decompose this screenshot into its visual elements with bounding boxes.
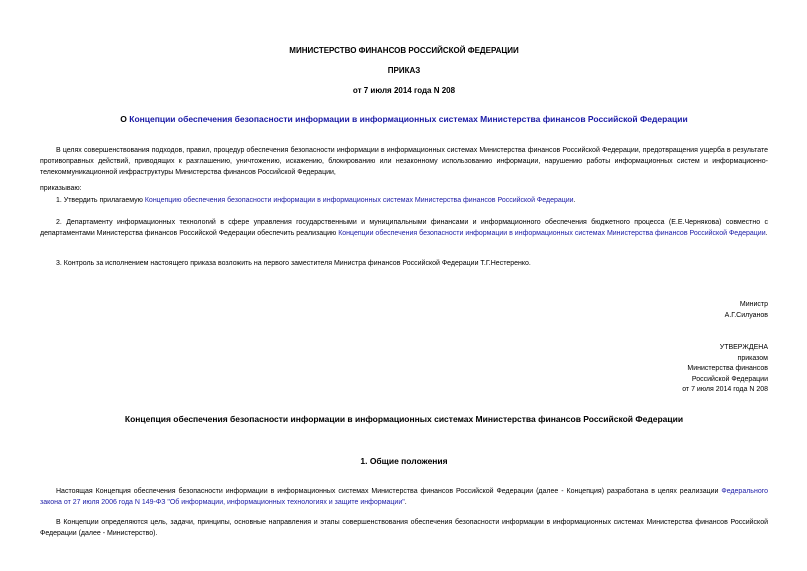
preamble-paragraph: В целях совершенствования подходов, правил, процедур обеспечения безопасности информации в информационных системах Министерства финансов Российской Федерации, предотвращения ущерба в результате противоправных действий, приводящих к разглашению, уничтожению, искажению, блокированию или незаконному использованию информации, нарушению работы информационных систем и информационно-телекоммуникационной инфраструктуры Министерства финансов Российской Федерации,	[40, 147, 768, 176]
order-item-1-after: .	[573, 197, 576, 204]
approval-line-2: приказом	[737, 354, 768, 362]
order-item-2-link[interactable]: Концепции обеспечения безопасности информации в информационных системах Министерства финансов Российской Федерации	[338, 230, 766, 237]
order-item-1-link[interactable]: Концепцию обеспечения безопасности информации в информационных системах Министерства финансов Российской Федерации	[144, 197, 574, 204]
order-item-3-text: 3. Контроль за исполнением настоящего приказа возложить на первого заместителя Министра финансов Российской Федерации Т.Г.Нестеренко.	[56, 260, 531, 267]
section-1-p1-text: Настоящая Концепция обеспечения безопасности информации в информационных системах Министерства финансов Российской Федерации (далее - Концепция) разработана в целях реализации	[56, 488, 722, 495]
doc-type-heading: ПРИКАЗ	[387, 66, 421, 75]
order-title-prefix: О	[120, 114, 130, 124]
approval-block	[682, 343, 768, 396]
approval-line-4: Российской Федерации	[691, 375, 768, 383]
order-item-1	[40, 195, 768, 206]
approval-line-3: Министерства финансов	[687, 365, 768, 372]
signature-block	[725, 300, 768, 321]
approval-line-1: УТВЕРЖДЕНА	[719, 344, 768, 351]
order-item-1-text: 1. Утвердить прилагаемую	[56, 197, 145, 204]
section-1-paragraph-2: В Концепции определяются цель, задачи, принципы, основные направления и этапы совершенствования обеспечения безопасности информации в информационных системах Министерства финансов Российской Федерации (далее - Министерство).	[40, 519, 768, 537]
order-item-2-after: .	[765, 230, 768, 237]
ministry-heading: МИНИСТЕРСТВО ФИНАНСОВ РОССИЙСКОЙ ФЕДЕРАЦИИ	[289, 46, 519, 55]
section-1-paragraph-1	[40, 486, 768, 508]
document-page	[40, 0, 768, 571]
section-1-p1-after: .	[404, 499, 407, 506]
order-item-2-text: 2. Департаменту информационных технологий в сфере управления государственными и муниципальными финансами и информационного обеспечения бюджетного процесса (Е.Е.Чернякова) совместно с департаментами Министерства финансов Российской Федерации обеспечить реализацию	[40, 219, 768, 237]
order-item-3	[40, 258, 768, 269]
order-item-2	[40, 217, 768, 239]
order-word: приказываю:	[40, 185, 82, 192]
approval-line-5: от 7 июля 2014 года N 208	[682, 386, 768, 393]
date-number-heading: от 7 июля 2014 года N 208	[352, 86, 456, 95]
section-1-heading: 1. Общие положения	[360, 456, 448, 466]
signature-position: Министр	[739, 301, 768, 308]
section-1-p1-link[interactable]: Федерального закона от 27 июля 2006 года N 149-ФЗ "Об информации, информационных технологиях и защите информации"	[40, 488, 768, 506]
order-title	[40, 114, 768, 124]
concept-title: Концепция обеспечения безопасности информации в информационных системах Министерства финансов Российской Федерации	[124, 414, 684, 424]
order-title-link[interactable]: Концепции обеспечения безопасности информации в информационных системах Министерства финансов Российской Федерации	[129, 114, 688, 124]
signature-name: А.Г.Силуанов	[724, 311, 768, 319]
